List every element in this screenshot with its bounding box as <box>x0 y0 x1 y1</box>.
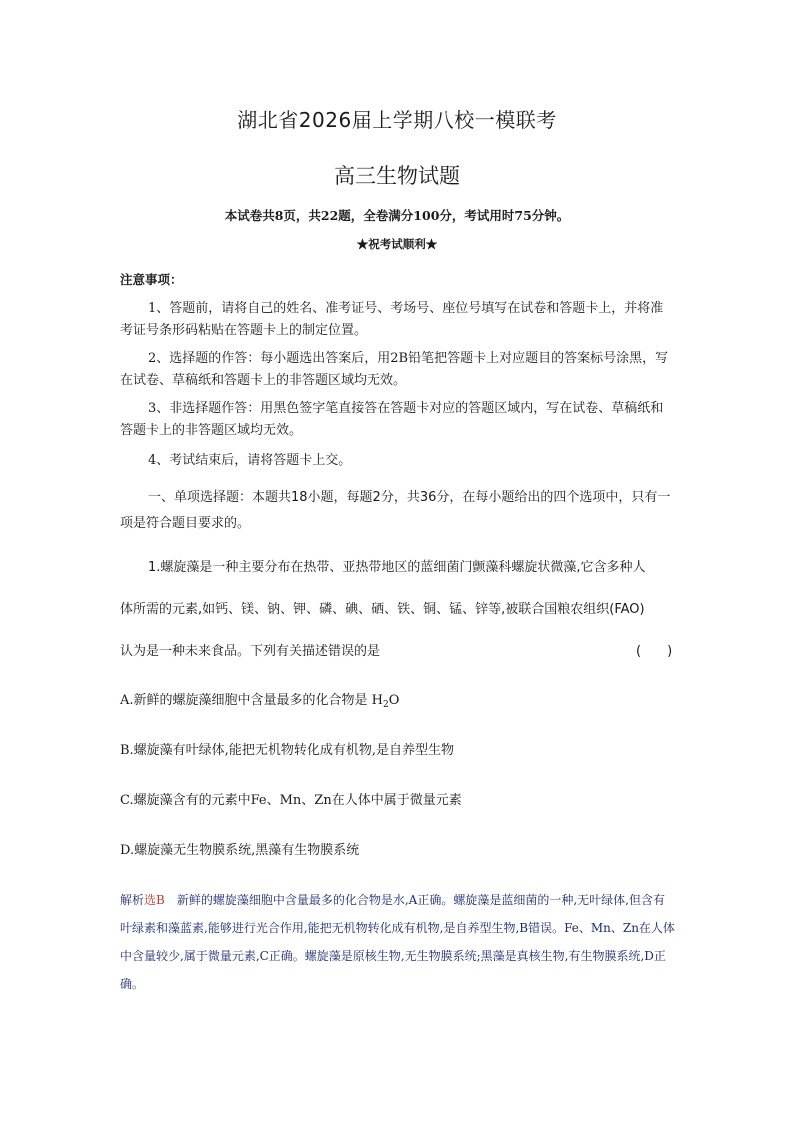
notice-item-4: 4、考试结束后，请将答题卡上交。 <box>148 453 352 468</box>
exam-meta: 本试卷共8页，共22题，全卷满分100分，考试用时75分钟。 <box>224 208 570 223</box>
exam-title: 湖北省2026届上学期八校一模联考 <box>237 108 557 132</box>
analysis-block <box>120 886 676 998</box>
notice-heading: 注意事项： <box>120 272 183 287</box>
answer-parentheses: ( ) <box>636 644 673 659</box>
option-a-subscript: 2 <box>383 700 389 710</box>
option-d: D.螺旋藻无生物膜系统,黑藻有生物膜系统 <box>120 843 360 858</box>
notice-item-2: 2、选择题的作答：每小题选出答案后，用2B铅笔把答题卡上对应题目的答案标号涂黑，写在试卷、草稿纸和答题卡上的非答题区域均无效。 <box>120 351 669 388</box>
option-b: B.螺旋藻有叶绿体,能把无机物转化成有机物,是自养型生物 <box>120 743 454 758</box>
notice-item-3: 3、非选择题作答：用黑色签字笔直接答在答题卡对应的答题区域内，写在试卷、草稿纸和答题卡上的非答题区域均无效。 <box>120 401 664 438</box>
good-luck-line: ★祝考试顺利★ <box>356 237 438 251</box>
question-line-2: 体所需的元素,如钙、镁、钠、钾、磷、碘、硒、铁、铜、锰、锌等,被联合国粮农组织(FAO) <box>120 602 645 617</box>
option-a-text: A.新鲜的螺旋藻细胞中含量最多的化合物是 H <box>120 693 383 708</box>
analysis-answer: 选B <box>144 893 165 907</box>
notice-item-1: 1、答题前，请将自己的姓名、准考证号、考场号、座位号填写在试卷和答题卡上，并将准考证号条形码粘贴在答题卡上的制定位置。 <box>120 301 664 338</box>
question-line-1: 1.螺旋藻是一种主要分布在热带、亚热带地区的蓝细菌门颤藻科螺旋状微藻,它含多种人 <box>148 560 646 575</box>
section-heading: 一、单项选择题：本题共18小题，每题2分，共36分，在每小题给出的四个选项中，只有一项是符合题目要求的。 <box>120 490 671 531</box>
option-c: C.螺旋藻含有的元素中Fe、Mn、Zn在人体中属于微量元素 <box>120 793 462 808</box>
analysis-text: 新鲜的螺旋藻细胞中含量最多的化合物是水,A正确。螺旋藻是蓝细菌的一种,无叶绿体,但含有叶绿素和藻蓝素,能够进行光合作用,能把无机物转化成有机物,是自养型生物,B错误。Fe、Mn、Zn在人体中含量较少,属于微量元素,C正确。螺旋藻是原核生物,无生物膜系统;黑藻是真核生物,有生物膜系统,D正确。 <box>120 893 675 991</box>
analysis-label: 解析 <box>120 893 145 907</box>
option-a <box>120 689 399 710</box>
subject-title: 高三生物试题 <box>334 164 460 188</box>
option-a-suffix: O <box>388 693 400 708</box>
question-line-3: 认为是一种未来食品。下列有关描述错误的是 <box>120 644 381 659</box>
